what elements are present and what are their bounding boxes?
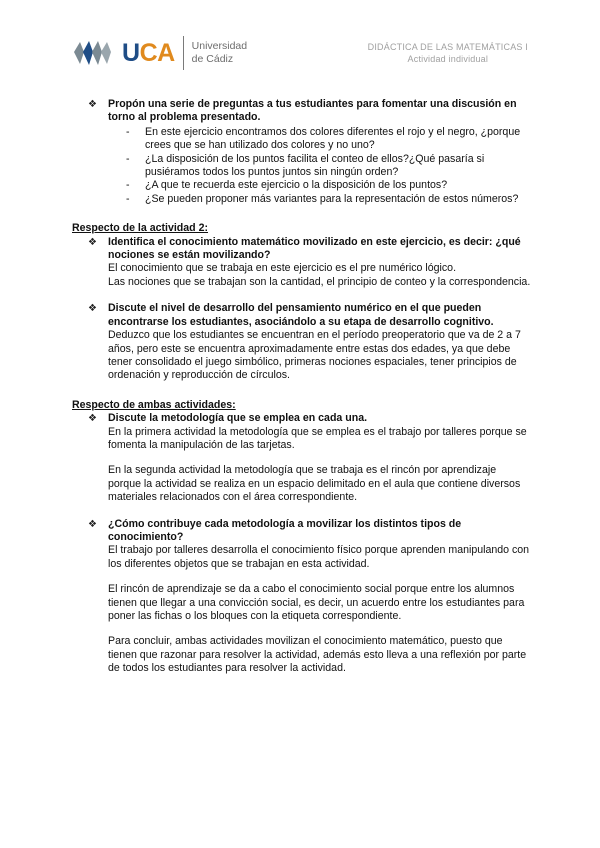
question-text: Propón una serie de preguntas a tus estudiantes para fomentar una discusión en torno al problema presentado.	[108, 98, 517, 124]
list-item: - ¿Se pueden proponer más variantes para la representación de estos números?	[126, 192, 519, 205]
document-body	[72, 98, 532, 676]
list-item: - En este ejercicio encontramos dos colores diferentes el rojo y el negro, ¿porque crees que se han utilizado dos colores y no uno?	[126, 125, 521, 152]
question-text: ¿Cómo contribuye cada metodología a movilizar los distintos tipos de conocimiento?	[108, 517, 462, 543]
question-text: Identifica el conocimiento matemático movilizado en este ejercicio, es decir: ¿qué nociones se están movilizando?	[108, 235, 521, 262]
answer-text: El conocimiento que se trabaja en este ejercicio es el pre numérico lógico.	[108, 262, 457, 275]
university-line2: de Cádiz	[191, 53, 234, 65]
uca-leaf-logo-icon	[72, 38, 116, 68]
question-block	[72, 412, 532, 504]
header-course-info	[368, 41, 528, 65]
activity-type: Actividad individual	[407, 54, 489, 64]
question-block	[72, 236, 532, 290]
university-name	[192, 40, 247, 66]
list-item: - ¿A que te recuerda este ejercicio o la disposición de los puntos?	[126, 179, 448, 192]
list-item: - ¿La disposición de los puntos facilita el conteo de ellos?¿Qué pasaría si pusiéramos todos los puntos juntos sin ningún orden?	[126, 152, 485, 179]
logo-divider	[183, 36, 184, 70]
uca-wordmark: UCA	[122, 38, 175, 67]
diamond-bullet-icon: ❖	[88, 518, 97, 530]
university-line1: Universidad	[191, 40, 248, 52]
section-heading: Respecto de la actividad 2:	[72, 222, 209, 235]
answer-text: Las nociones que se trabajan son la cantidad, el principio de conteo y la correspondencia.	[108, 275, 531, 288]
answer-text: En la primera actividad la metodología que se emplea es el trabajo por talleres porque se fomenta la manipulación de las tarjetas.	[108, 425, 527, 451]
diamond-bullet-icon: ❖	[88, 99, 97, 110]
question-text: Discute la metodología que se emplea en cada una.	[108, 412, 368, 425]
question-block	[72, 518, 532, 676]
section-heading: Respecto de ambas actividades:	[72, 398, 236, 411]
diamond-bullet-icon: ❖	[88, 413, 97, 425]
diamond-bullet-icon: ❖	[88, 303, 97, 315]
answer-text: Para concluir, ambas actividades movilizan el conocimiento matemático, puesto que tienen que razonar para resolver la actividad, además esto lleva a una reflexión por parte de todos los estudiantes para resolver la actividad.	[108, 635, 527, 675]
question-list	[72, 126, 532, 206]
question-text: Discute el nivel de desarrollo del pensamiento numérico en el que pueden encontrarse los estudiantes, asociándolo a su etapa de desarrollo cognitivo.	[108, 302, 494, 328]
answer-text: El rincón de aprendizaje se da a cabo el conocimiento social porque entre los alumnos tienen que llegar a una convicción social, es decir, un acuerdo entre los estudiantes para poner las fichas o los bloques con la etiqueta correspondiente.	[108, 583, 525, 622]
diamond-bullet-icon: ❖	[88, 236, 97, 248]
page-header	[0, 0, 600, 90]
question-block	[72, 302, 532, 382]
university-logo	[72, 36, 247, 70]
question-block	[72, 98, 532, 125]
answer-text: El trabajo por talleres desarrolla el conocimiento físico porque aprenden manipulando con los diferentes objetos que se trabajan en esta actividad.	[108, 544, 530, 570]
answer-text: En la segunda actividad la metodología que se trabaja es el rincón por aprendizaje porque la actividad se realiza en un espacio delimitado en el aula que contiene diversos materiales relacionados con el área correspondiente.	[108, 464, 521, 504]
answer-text: Deduzco que los estudiantes se encuentran en el período preoperatorio que va de 2 a 7 años, pero este se encuentra aproximadamente entre estas dos edades, ya que debe tener consolidado el juego simbólico, primeras nociones espaciales, tener principios de ordenación y reproducción de círculos.	[108, 329, 521, 382]
course-title: DIDÁCTICA DE LAS MATEMÁTICAS I	[367, 42, 528, 52]
